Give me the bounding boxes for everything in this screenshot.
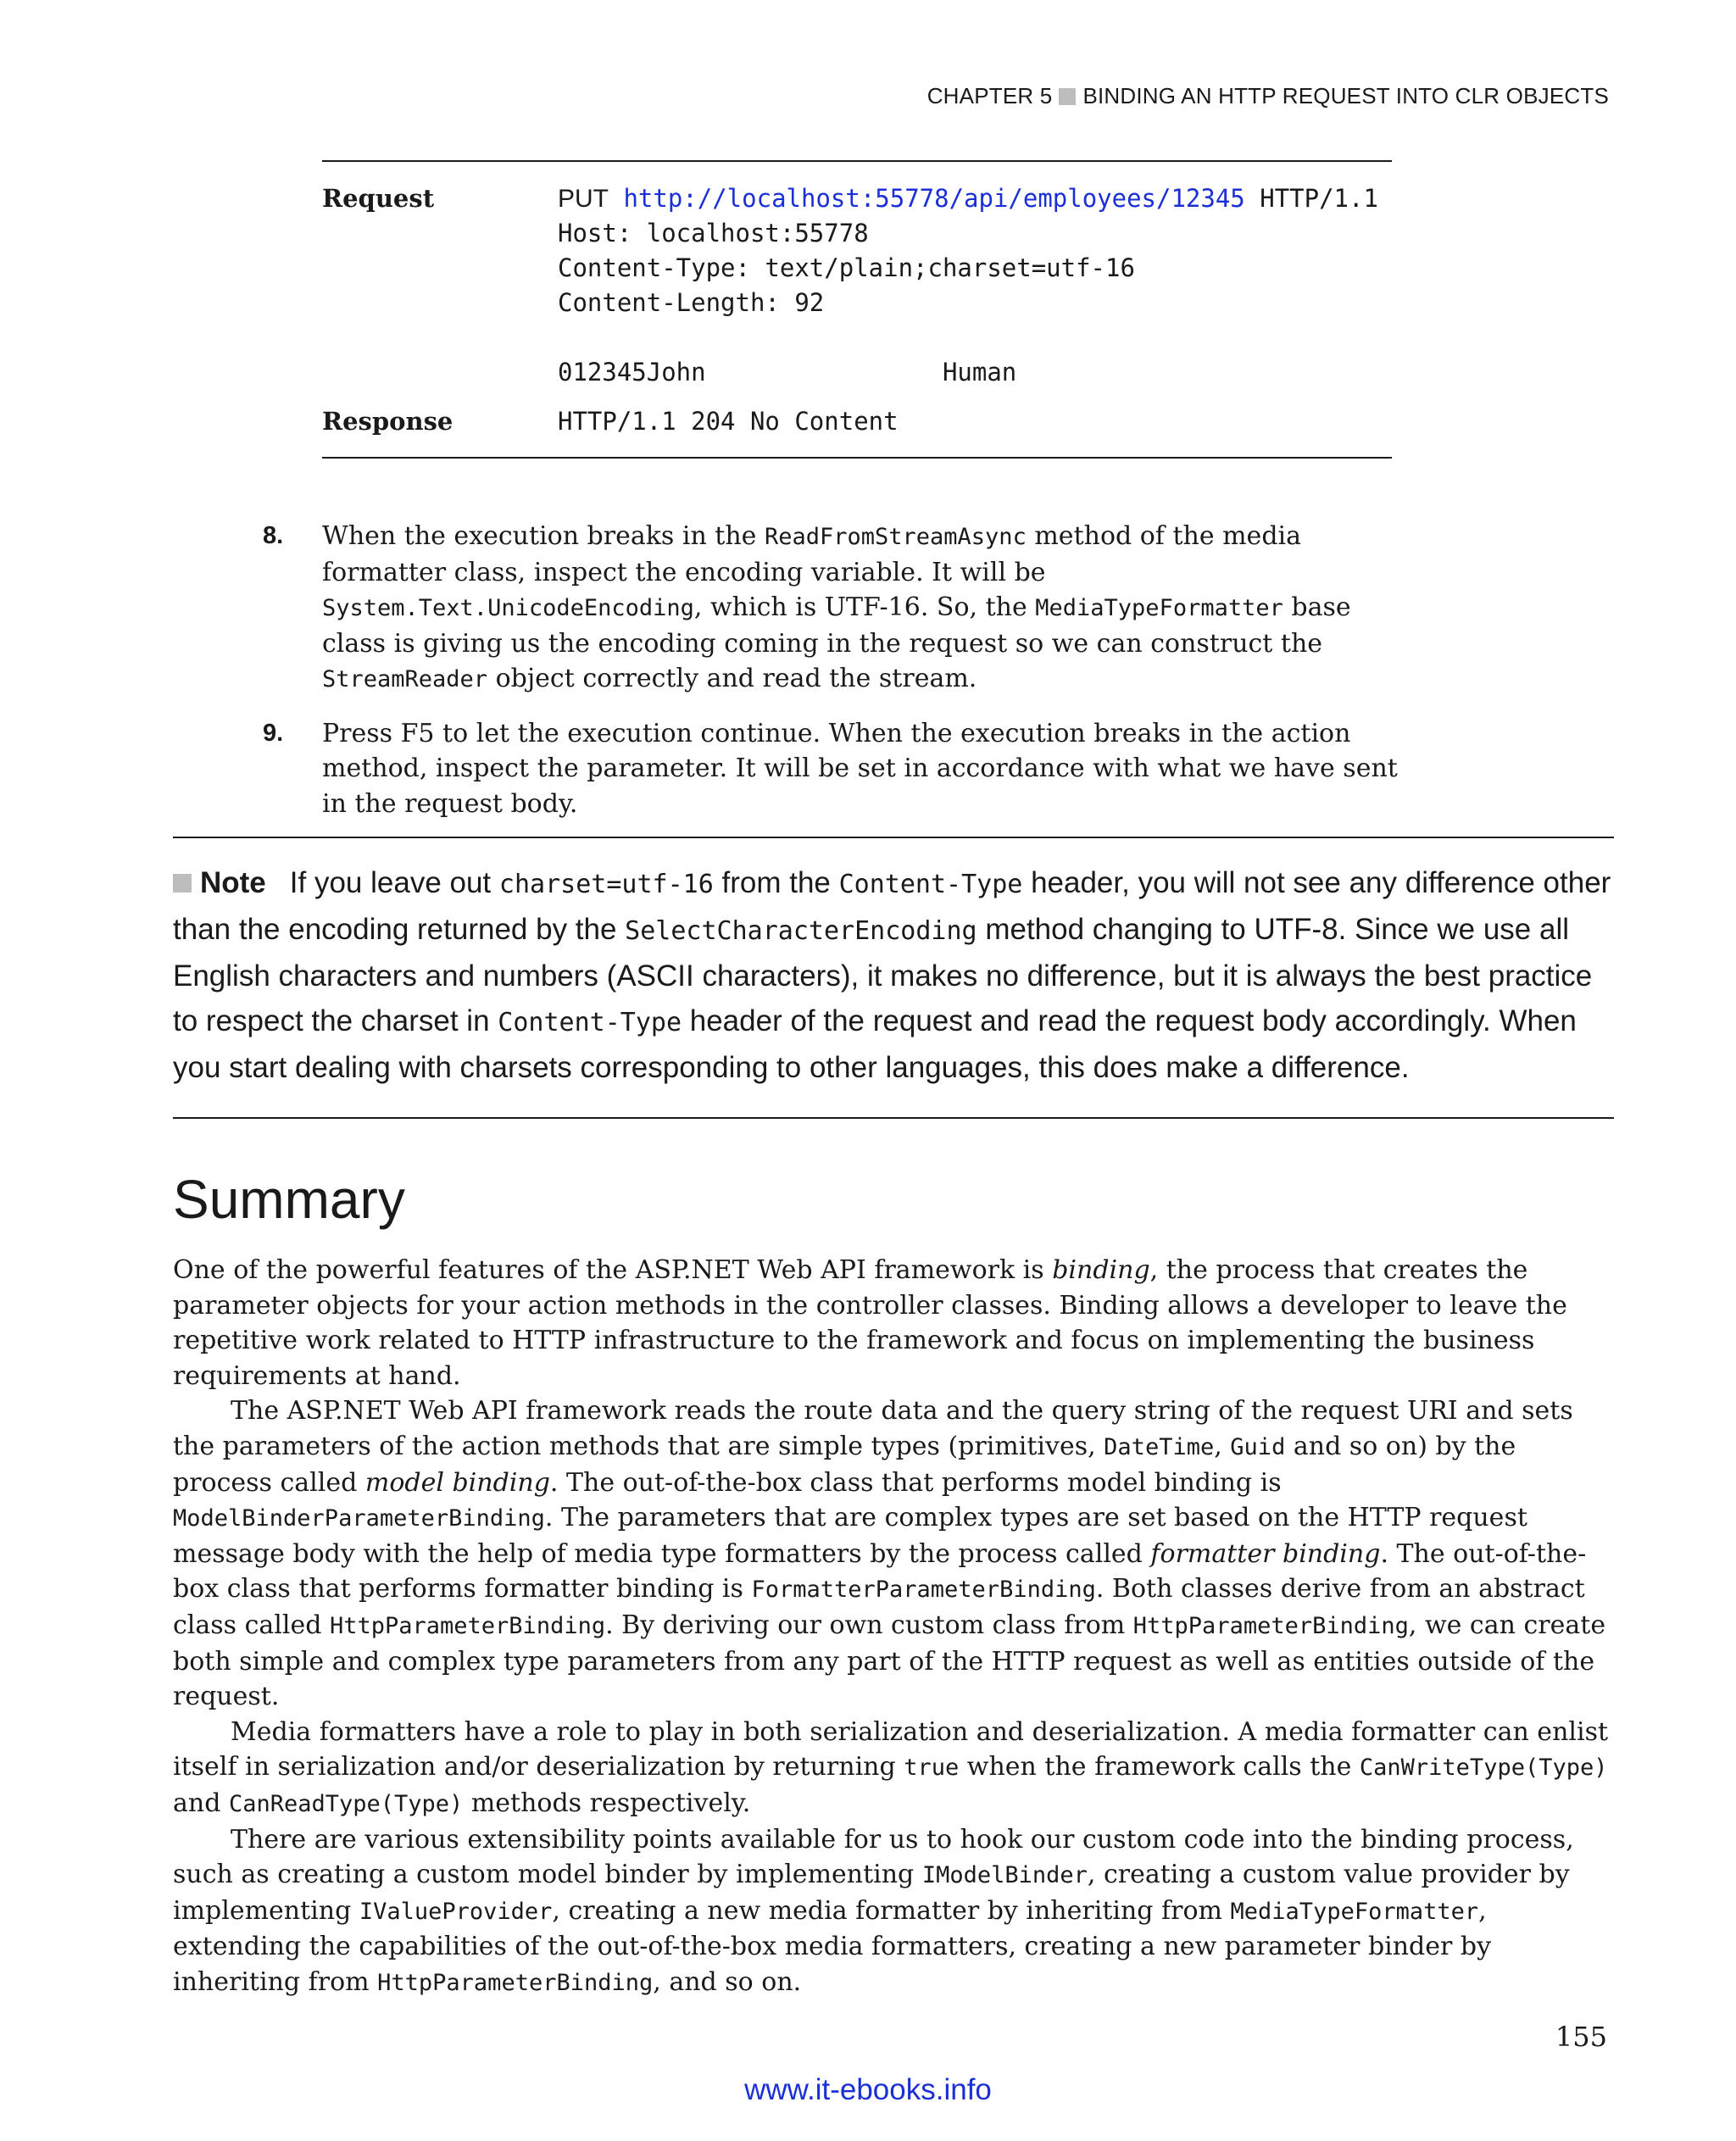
inline-code: SelectCharacterEncoding (625, 916, 977, 946)
inline-code: ModelBinderParameterBinding (173, 1505, 545, 1532)
request-method: PUT (558, 185, 609, 213)
inline-code: MediaTypeFormatter (1230, 1898, 1479, 1925)
response-status: HTTP/1.1 204 No Content (558, 407, 899, 436)
note-box (173, 837, 1614, 1119)
inline-code: FormatterParameterBinding (751, 1577, 1096, 1604)
note-label: Note (200, 866, 266, 899)
chapter-title: BINDING AN HTTP REQUEST INTO CLR OBJECTS (1082, 83, 1609, 108)
inline-code: HttpParameterBinding (377, 1969, 654, 1996)
step-number: 8. (263, 522, 284, 549)
inline-code: CanReadType(Type) (228, 1790, 464, 1817)
paragraph: The ASP.NET Web API framework reads the route data and the query string of the request URI and sets the parameters of the action methods that are simple types (primitives, DateTime, Guid and so on) by the process called model binding. The out-of-the-box class that performs model binding is ModelBinderParameterBinding. The parameters that are complex types are set based on the HTTP request message body with the help of media type formatters by the process called formatter binding. The out-of-the-box class that performs formatter binding is FormatterParameterBinding. Both classes derive from an abstract class called HttpParameterBinding. By deriving our own custom class from HttpParameterBinding, we can create both simple and complex type parameters from any part of the HTTP request as well as entities outside of the request. (173, 1396, 1606, 1712)
list-item (263, 519, 1416, 698)
section-heading: Summary (173, 1169, 405, 1230)
response-label: Response (322, 407, 453, 436)
list-item (263, 716, 1416, 822)
paragraph: There are various extensibility points available for us to hook our custom code into the binding process, such as creating a custom model binder by implementing IModelBinder, creating a custom value provider by implementing IValueProvider, creating a new media formatter by inheriting from MediaTypeFormatter, extending the capabilities of the out-of-the-box media formatters, creating a new parameter binder by inheriting from HttpParameterBinding, and so on. (173, 1824, 1574, 1997)
chapter-label: CHAPTER 5 (926, 83, 1053, 108)
inline-code: IModelBinder (921, 1862, 1088, 1889)
inline-code: CanWriteType(Type) (1359, 1755, 1608, 1782)
step-text: When the execution breaks in the ReadFromStreamAsync method of the media formatter class, inspect the encoding variable. It will be System.Text.UnicodeEncoding, which is UTF-16. So, the MediaTypeFormatter base class is giving us the encoding coming in the request so we can construct the StreamReader object correctly and read the stream. (322, 521, 1351, 693)
inline-code: MediaTypeFormatter (1035, 595, 1283, 621)
request-body: 012345John Human (558, 358, 1017, 386)
request-label: Request (322, 184, 435, 213)
note-text: If you leave out charset=utf-16 from the Content-Type header, you will not see any difference other than the encoding returned by the SelectCharacterEncoding method changing to UTF-8. Since we use all English characters and numbers (ASCII characters), it makes no difference, but it is always the best practice to respect the charset in Content-Type header of the request and read the request body accordingly. When you start dealing with charsets corresponding to other languages, this does make a difference. (173, 866, 1611, 1084)
square-separator-icon (1059, 88, 1076, 105)
inline-code: Content-Type (838, 870, 1023, 899)
inline-code: HttpParameterBinding (1132, 1612, 1409, 1639)
inline-code: HttpParameterBinding (329, 1612, 606, 1639)
emphasis: formatter binding (1150, 1538, 1381, 1569)
header-host: Host: localhost:55778 (558, 219, 869, 247)
emphasis: binding (1052, 1255, 1150, 1285)
request-line (558, 184, 1378, 214)
page-number: 155 (1555, 2021, 1607, 2053)
emphasis: model binding (364, 1467, 550, 1498)
footer-link[interactable]: www.it-ebooks.info (744, 2073, 992, 2106)
header-content-length: Content-Length: 92 (558, 288, 825, 317)
step-number: 9. (263, 719, 284, 747)
inline-code: System.Text.UnicodeEncoding (322, 595, 694, 621)
request-protocol: HTTP/1.1 (1260, 184, 1378, 213)
inline-code: IValueProvider (359, 1898, 553, 1925)
step-list (263, 519, 1416, 821)
inline-code: StreamReader (322, 666, 488, 692)
request-url: http://localhost:55778/api/employees/12345 (623, 184, 1245, 213)
paragraph: Media formatters have a role to play in both serialization and deserialization. A media formatter can enlist itself in serialization and/or deserialization by returning true when the framework calls the CanWriteType(Type) and CanReadType(Type) methods respectively. (173, 1716, 1609, 1818)
header-content-type: Content-Type: text/plain;charset=utf-16 (558, 253, 1135, 282)
inline-code: DateTime (1104, 1433, 1215, 1460)
summary-body (173, 1253, 1622, 2000)
step-text: Press F5 to let the execution continue. When the execution breaks in the action method, inspect the parameter. It will be set in accordance with what we have sent in the request body. (322, 718, 1398, 819)
note-square-icon (173, 874, 192, 893)
running-header (927, 83, 1609, 109)
inline-code: true (904, 1755, 960, 1782)
inline-code: ReadFromStreamAsync (764, 524, 1027, 550)
inline-code: Content-Type (498, 1008, 682, 1037)
http-exchange-table (322, 160, 1392, 459)
paragraph: One of the powerful features of the ASP.NET Web API framework is binding, the process that creates the parameter objects for your action methods in the controller classes. Binding allows a developer to leave the repetitive work related to HTTP infrastructure to the framework and focus on implementing the business requirements at hand. (173, 1255, 1567, 1391)
inline-code: charset=utf-16 (498, 870, 714, 899)
inline-code: Guid (1230, 1433, 1286, 1460)
